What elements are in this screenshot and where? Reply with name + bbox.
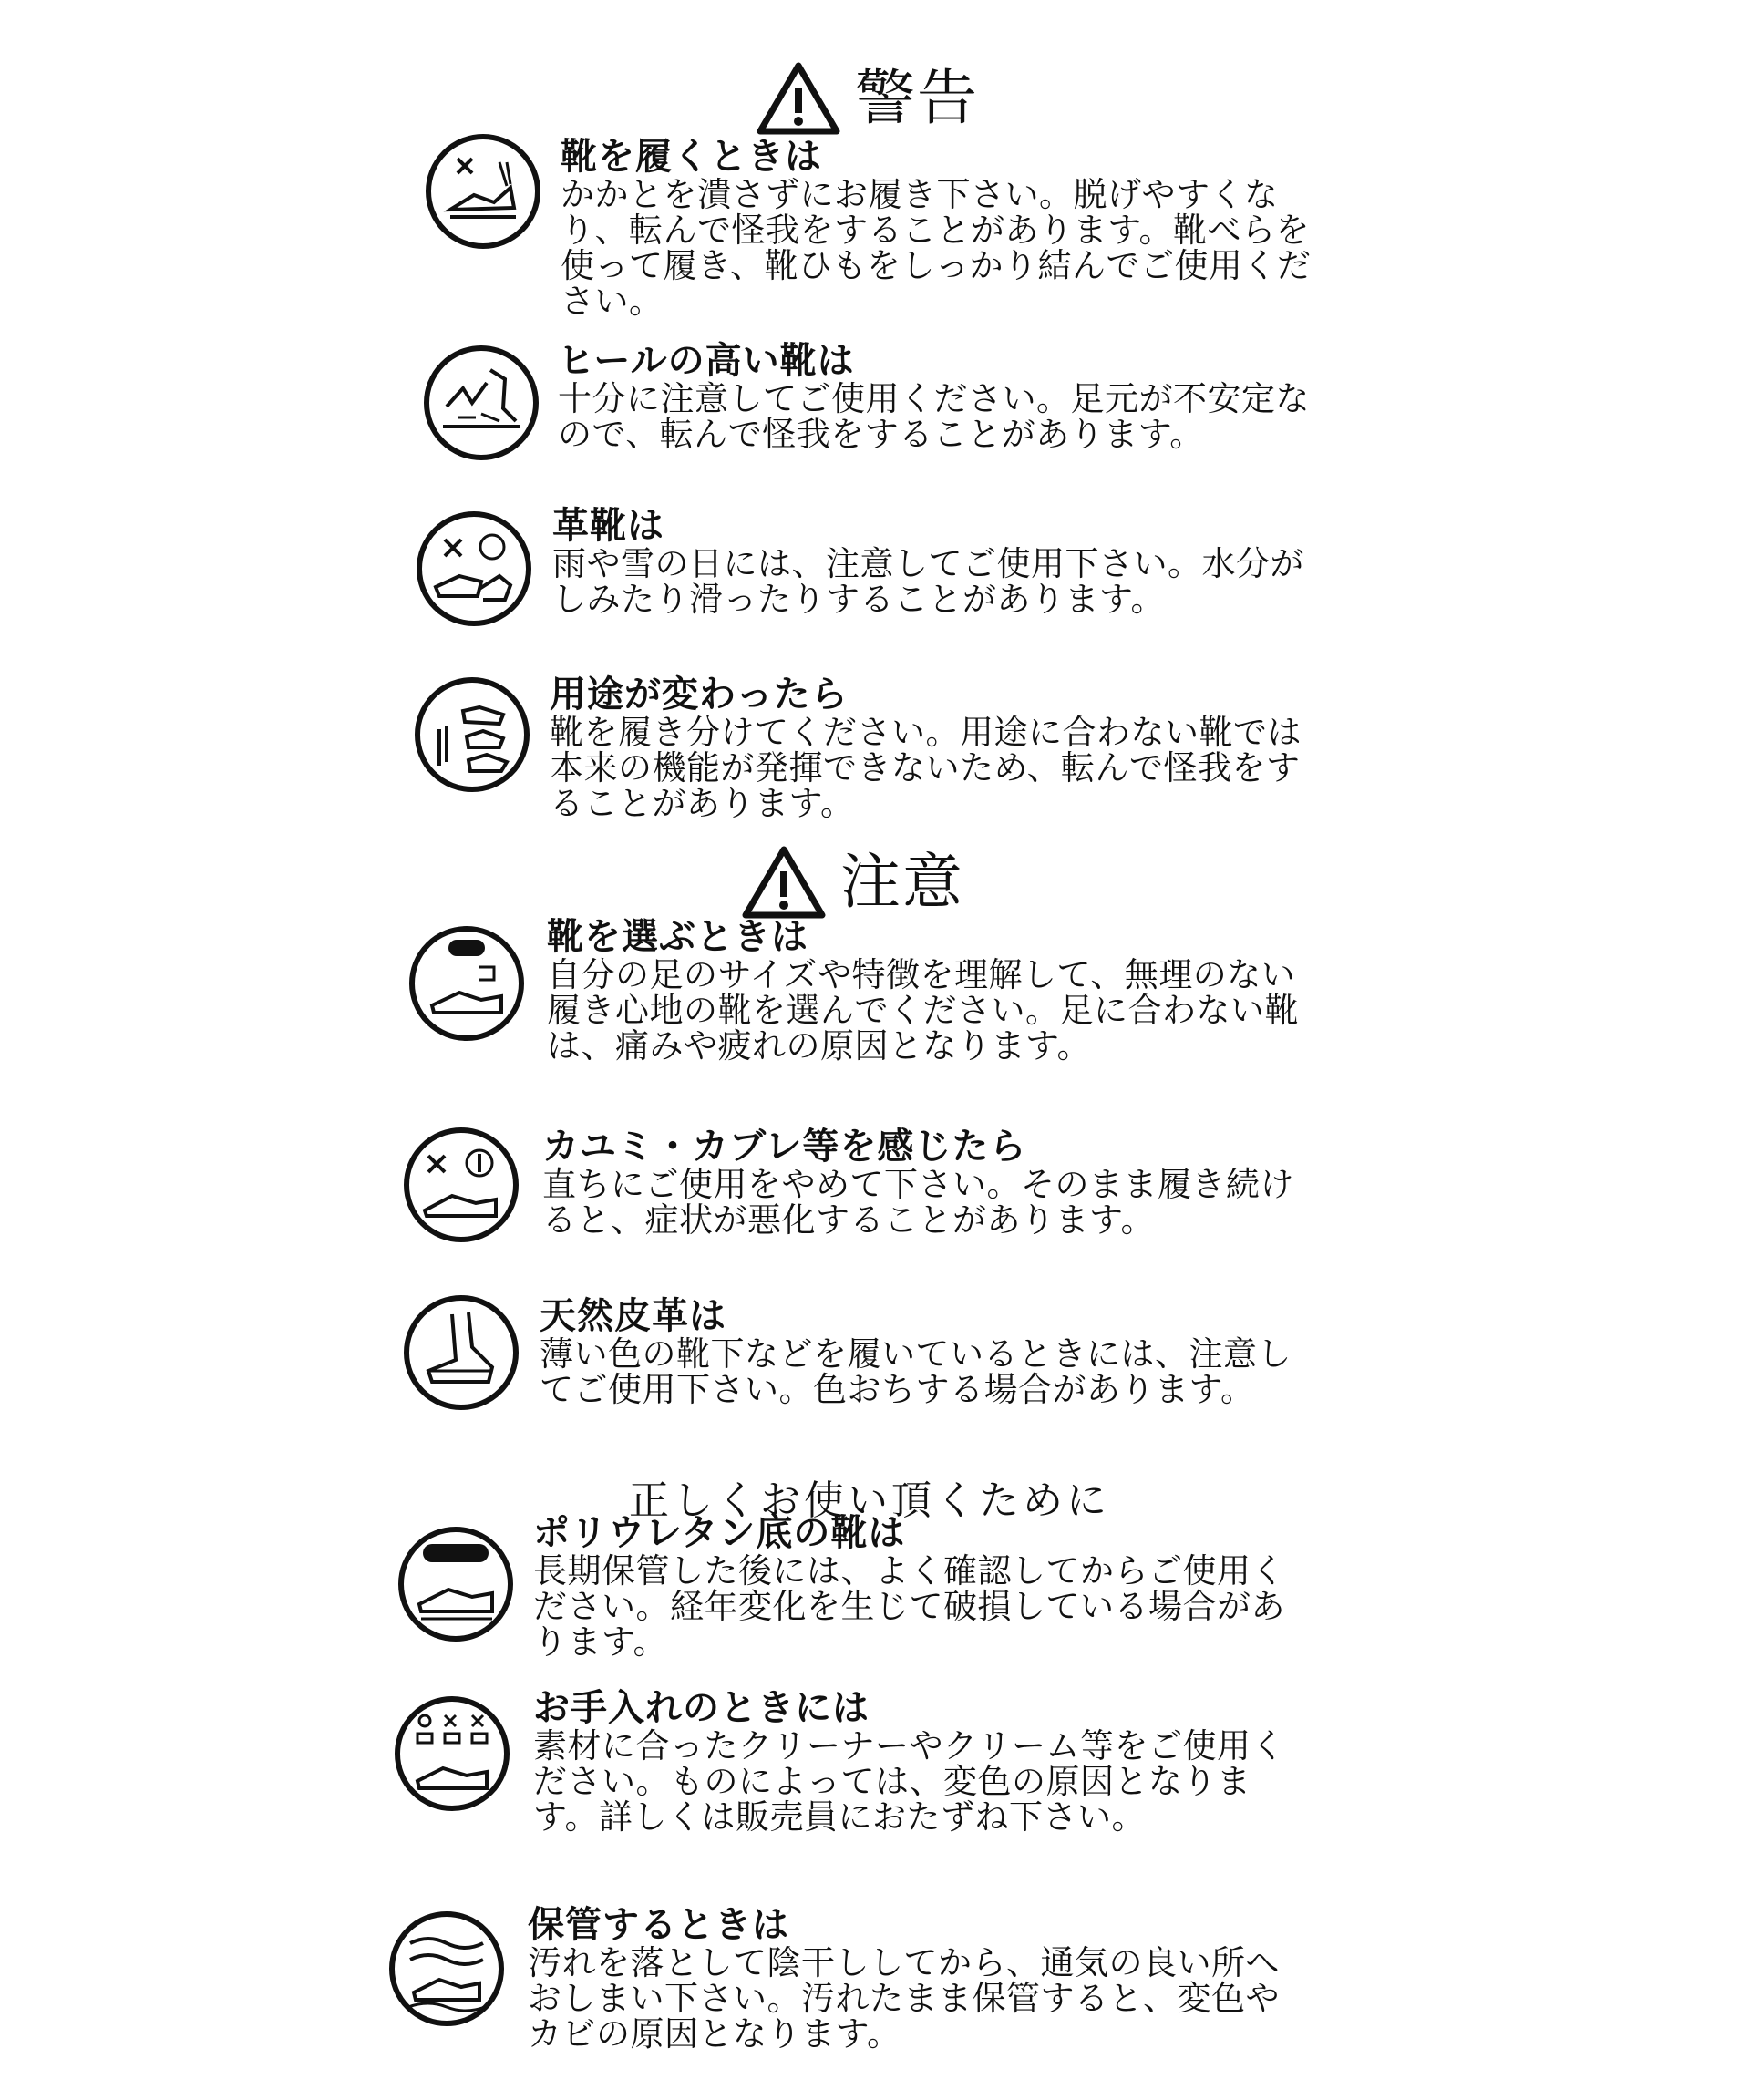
item-title: 天然皮革は: [540, 1295, 726, 1337]
shoe-storage-icon: [386, 1909, 507, 2029]
item-body: 素材に合ったクリーナーやクリーム等をご使用ください。ものによっては、変色の原因となります。詳しくは販売員におたずね下さい。: [533, 1726, 1285, 1837]
item-title: ヒールの高い靴は: [558, 340, 855, 382]
item-title: 革靴は: [552, 505, 664, 547]
warning-triangle-icon: [755, 60, 842, 137]
caution-item-1: [547, 917, 1322, 1064]
item-title: 靴を選ぶときは: [547, 916, 808, 958]
warning-item-2: [558, 341, 1333, 452]
item-title: ポリウレタン底の靴は: [533, 1512, 906, 1554]
shoe-care-icon: [392, 1693, 512, 1814]
shoe-size-icon: [407, 923, 527, 1044]
item-body: 雨や雪の日には、注意してご使用下さい。水分がしみたり滑ったりすることがあります。: [552, 544, 1304, 619]
item-body: 自分の足のサイズや特徴を理解して、無理のない履き心地の靴を選んでください。足に合わない靴は、痛みや疲れの原因となります。: [547, 955, 1299, 1065]
item-body: 十分に注意してご使用ください。足元が不安定なので、転んで怪我をすることがあります。: [558, 379, 1310, 454]
item-title: お手入れのときには: [533, 1687, 870, 1729]
proper-use-heading: 正しくお使い頂くために: [629, 1477, 1110, 1524]
proper-use-item-1: [533, 1513, 1308, 1660]
item-body: 汚れを落として陰干ししてから、通気の良い所へおしまい下さい。汚れたまま保管すると、変色やカビの原因となります。: [528, 1943, 1280, 2054]
item-body: 長期保管した後には、よく確認してからご使用ください。経年変化を生じて破損している場合があります。: [533, 1551, 1285, 1662]
proper-use-item-3: [528, 1905, 1302, 2052]
warning-heading-text: 警告: [855, 63, 979, 133]
caution-item-3: [540, 1296, 1314, 1407]
proper-use-item-2: [533, 1688, 1308, 1835]
item-title: カユミ・カブレ等を感じたら: [542, 1126, 1027, 1168]
sock-stain-icon: [401, 1292, 521, 1413]
caution-item-2: [542, 1127, 1317, 1238]
warning-heading: [755, 53, 979, 144]
high-heel-fall-icon: [421, 343, 541, 463]
warning-item-3: [552, 506, 1327, 617]
item-title: 保管するときは: [528, 1904, 789, 1946]
item-title: 靴を履くときは: [561, 136, 822, 178]
item-body: 靴を履き分けてください。用途に合わない靴では本来の機能が発揮できないため、転んで怪我をすることがあります。: [550, 713, 1302, 823]
aging-shoe-icon: [396, 1524, 516, 1644]
item-title: 用途が変わったら: [550, 674, 849, 715]
blister-icon: [401, 1125, 521, 1245]
item-body: 直ちにご使用をやめて下さい。そのまま履き続けると、症状が悪化することがあります。: [542, 1165, 1294, 1240]
caution-triangle-icon: [740, 844, 828, 921]
leather-shoe-rain-icon: [414, 509, 534, 629]
caution-heading-text: 注意: [840, 847, 964, 917]
shoe-purpose-icon: [412, 674, 532, 795]
warning-item-1: [561, 137, 1335, 319]
item-body: 薄い色の靴下などを履いているときには、注意してご使用下さい。色おちする場合があります。: [540, 1334, 1292, 1409]
warning-item-4: [550, 674, 1324, 821]
caution-heading: [740, 837, 964, 928]
item-body: かかとを潰さずにお履き下さい。脱げやすくなり、転んで怪我をすることがあります。靴べらを使って履き、靴ひもをしっかり結んでご使用ください。: [561, 175, 1312, 321]
shoe-heel-crush-icon: [423, 131, 543, 252]
